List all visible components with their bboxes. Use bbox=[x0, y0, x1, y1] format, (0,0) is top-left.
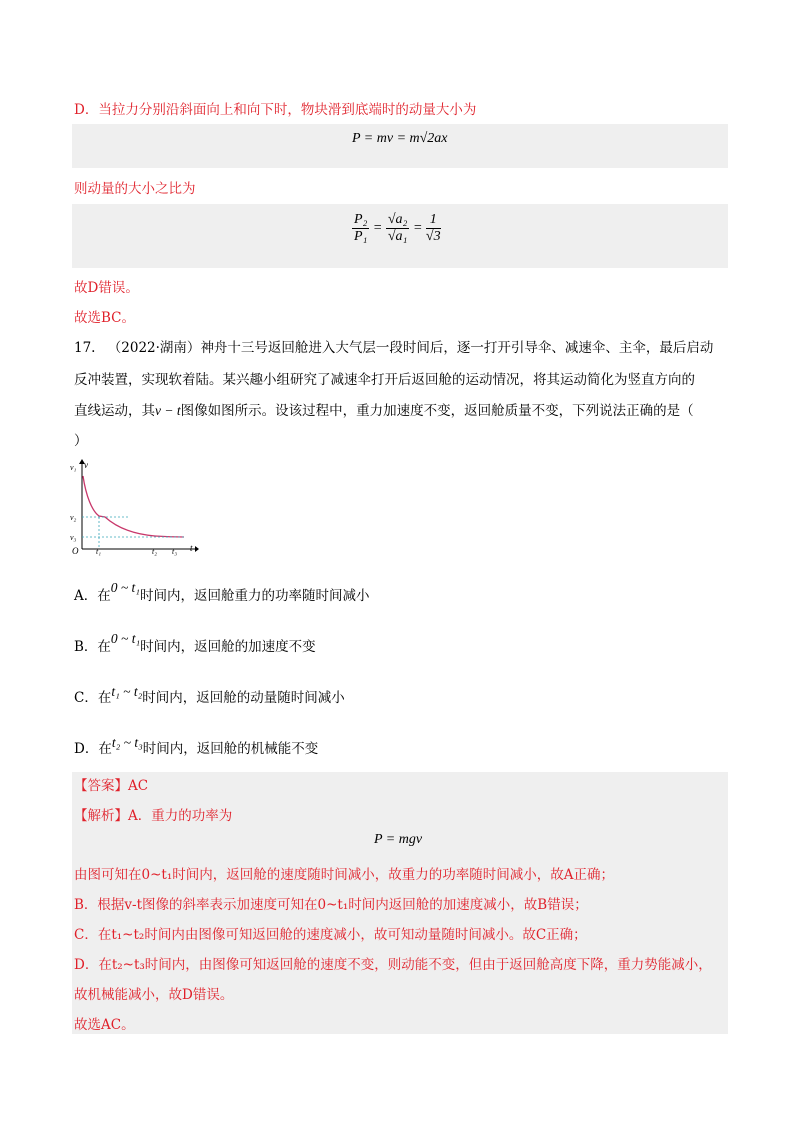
vt-math: v − t bbox=[155, 403, 181, 418]
ratio-formula: $\frac{\text{P₂}}{\text{P₁}}$ = $\frac{\text{√a₂}}{\text{√a₁}}$ = $\frac{1}{√3}$ bbox=[354, 212, 441, 244]
option-c[interactable] bbox=[74, 686, 345, 706]
choose-bc-line: 故选BC。 bbox=[74, 310, 136, 326]
option-d-text: 时间内，返回舱的机械能不变 bbox=[142, 741, 319, 757]
prev-d-line: D．当拉力分别沿斜面向上和向下时，物块滑到底端时的动量大小为 bbox=[74, 102, 477, 118]
power-formula: P = mgv bbox=[374, 832, 423, 847]
question-number: 17. bbox=[74, 340, 96, 356]
option-b[interactable] bbox=[74, 631, 316, 655]
v3-label: v₃ bbox=[70, 533, 77, 542]
vt-graph bbox=[70, 456, 200, 556]
ratio-line: 则动量的大小之比为 bbox=[74, 181, 196, 197]
analysis-line-2: B．根据v-t图像的斜率表示加速度可知在0~t₁时间内返回舱的加速度减小，故B错误； bbox=[74, 897, 588, 913]
analysis-a-line: 【解析】A．重力的功率为 bbox=[74, 808, 233, 824]
question-line-1 bbox=[74, 339, 713, 357]
question-text-3a: 直线运动，其 bbox=[74, 403, 155, 419]
option-b-text: 时间内，返回舱的加速度不变 bbox=[140, 639, 316, 655]
t-axis-label: t bbox=[190, 543, 193, 553]
option-c-text: 时间内，返回舱的动量随时间减小 bbox=[142, 690, 345, 706]
question-text-1: 神舟十三号返回舱进入大气层一段时间后，逐一打开引导伞、减速伞、主伞，最后启动 bbox=[200, 340, 714, 356]
t2-label: t₂ bbox=[152, 547, 158, 556]
option-b-math: 0 ~ t₁ bbox=[110, 631, 141, 646]
option-a-math: 0 ~ t₁ bbox=[110, 580, 140, 595]
ratio-rhs-den: √3 bbox=[425, 229, 441, 244]
analysis-line-5: 故机械能减小，故D错误。 bbox=[74, 987, 234, 1003]
analysis-line-3: C．在t₁~t₂时间内由图像可知返回舱的速度减小，故可知动量随时间减小。故C正确； bbox=[74, 927, 587, 943]
question-text-3b: 图像如图所示。设该过程中，重力加速度不变，返回舱质量不变，下列说法正确的是（ bbox=[180, 403, 694, 419]
ratio-lhs-den: P₁ bbox=[354, 229, 368, 244]
option-a-text: 时间内，返回舱重力的功率随时间减小 bbox=[140, 588, 370, 604]
origin-label: O bbox=[72, 546, 79, 556]
ratio-rhs-num: 1 bbox=[426, 212, 441, 229]
t1-label: t₁ bbox=[96, 547, 102, 556]
question-line-3 bbox=[74, 402, 694, 420]
option-c-math: t₁ ~ t₂ bbox=[111, 684, 143, 699]
analysis-line-6: 故选AC。 bbox=[74, 1017, 135, 1033]
option-a[interactable] bbox=[74, 580, 370, 604]
d-wrong-line: 故D错误。 bbox=[74, 280, 139, 296]
option-b-label: B．在 bbox=[74, 639, 111, 655]
answer-line: 【答案】AC bbox=[74, 778, 149, 794]
v1-label: v₁ bbox=[70, 463, 77, 472]
velocity-curve bbox=[83, 476, 184, 537]
t3-label: t₃ bbox=[172, 547, 178, 556]
option-d-label: D．在 bbox=[74, 741, 112, 757]
question-line-4: ） bbox=[74, 433, 88, 449]
ratio-mid-num: √a₂ bbox=[387, 212, 408, 227]
v-axis-label: v bbox=[84, 460, 88, 470]
option-d-math: t₂ ~ t₃ bbox=[111, 735, 143, 750]
momentum-formula: P = mv = m√2ax bbox=[352, 131, 448, 146]
analysis-line-1: 由图可知在0~t₁时间内，返回舱的速度随时间减小，故重力的功率随时间减小，故A正确； bbox=[74, 867, 614, 883]
question-source: （2022·湖南） bbox=[107, 340, 201, 356]
option-d[interactable] bbox=[74, 737, 318, 757]
t-axis-arrow bbox=[195, 546, 199, 552]
v2-label: v₂ bbox=[70, 513, 77, 522]
analysis-line-4: D．在t₂~t₃时间内，由图像可知返回舱的速度不变，则动能不变，但由于返回舱高度下降，重力势能减小， bbox=[74, 957, 712, 973]
ratio-mid-den: √a₁ bbox=[387, 229, 408, 244]
option-c-label: C．在 bbox=[74, 690, 112, 706]
ratio-lhs-num: P₂ bbox=[354, 212, 368, 227]
option-a-label: A．在 bbox=[74, 588, 111, 604]
question-line-2: 反冲装置，实现软着陆。某兴趣小组研究了减速伞打开后返回舱的运动情况，将其运动简化为竖直方向的 bbox=[74, 372, 695, 388]
